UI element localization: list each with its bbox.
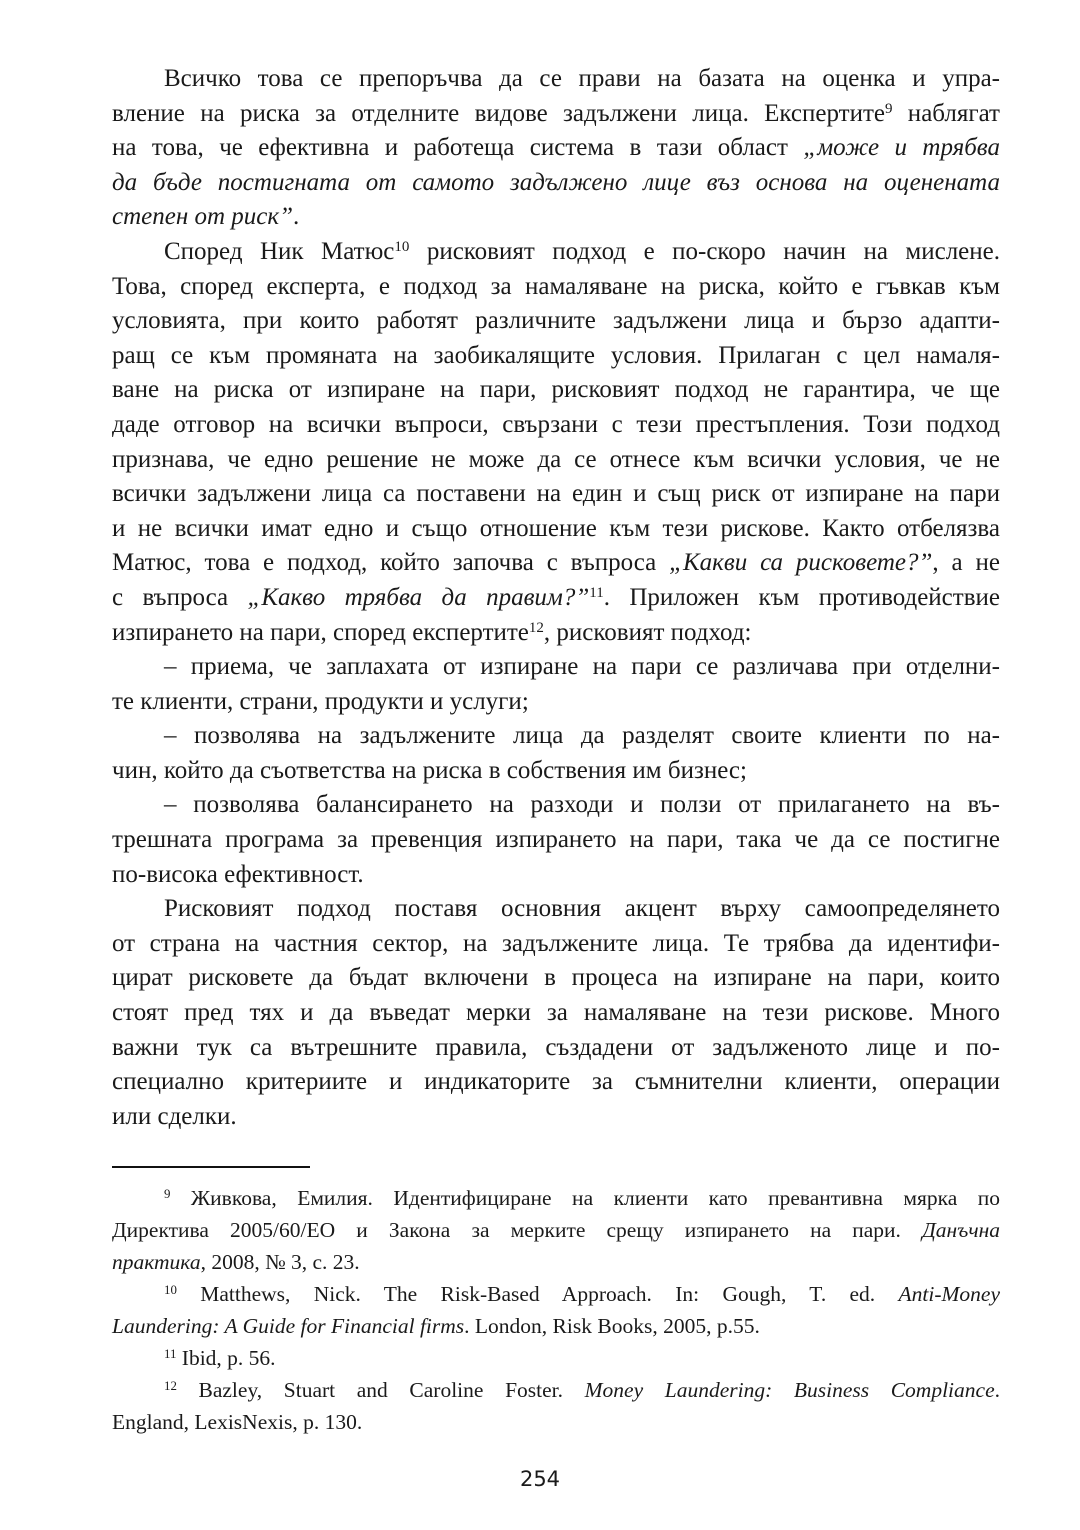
text-run: на това, че ефективна и работеща система в тази област — [112, 134, 804, 162]
text-line — [112, 62, 1000, 97]
paragraph — [112, 892, 1000, 1134]
text-line — [112, 1342, 1000, 1374]
text-line — [112, 166, 1000, 201]
paragraph — [112, 62, 1000, 235]
text-run: от страна на частния сектор, на задължените лица. Те трябва да идентифи- — [112, 929, 1000, 957]
text-line — [112, 131, 1000, 166]
italic-text: практика — [112, 1250, 201, 1274]
text-run: Bazley, Stuart and Caroline Foster. — [176, 1378, 585, 1402]
text-run: или сделки. — [112, 1102, 237, 1130]
text-run: всички задължени лица са поставени на един и същ риск от изпиране на пари — [112, 480, 1000, 508]
text-line — [112, 754, 1000, 789]
text-line — [112, 1214, 1000, 1246]
text-run: специално критериите и индикаторите за съмнителни клиенти, операции — [112, 1068, 1000, 1096]
paragraph — [112, 788, 1000, 892]
text-run: . — [994, 1378, 1000, 1402]
text-run: признава, че едно решение не може да се отнесе към всички условия, че не — [112, 445, 1000, 473]
text-run: , 2008, № 3, с. 23. — [200, 1250, 360, 1274]
footnote-ref: 11 — [589, 584, 604, 601]
footnote-ref: 10 — [164, 1282, 177, 1297]
text-run: . Приложен към противодействие — [603, 583, 1000, 611]
text-line — [112, 1406, 1000, 1438]
text-line — [112, 200, 1000, 235]
footnote — [112, 1374, 1000, 1438]
paragraph — [112, 235, 1000, 650]
text-line — [112, 996, 1000, 1031]
text-run: по-висока ефективност. — [112, 860, 364, 888]
paragraph — [112, 719, 1000, 788]
text-line — [112, 339, 1000, 374]
text-run: чин, който да съответства на риска в собствения им бизнес; — [112, 756, 747, 784]
text-run: Според Ник Матюс — [164, 237, 395, 265]
text-line — [112, 823, 1000, 858]
text-line — [112, 443, 1000, 478]
text-run: и не всички имат едно и също отношение към тези рискове. Както отбелязва — [112, 514, 1000, 542]
text-line — [112, 961, 1000, 996]
text-line — [112, 1182, 1000, 1214]
text-run: даде отговор на всички въпроси, свързани с тези престъпления. Този подход — [112, 410, 1000, 438]
text-line — [112, 1065, 1000, 1100]
text-line — [112, 235, 1000, 270]
footnote-separator — [112, 1166, 310, 1168]
text-line — [112, 1278, 1000, 1310]
text-line — [112, 927, 1000, 962]
footnote-ref: 9 — [885, 100, 893, 117]
text-line — [112, 1246, 1000, 1278]
text-run: изпирането на пари, според експертите — [112, 618, 529, 646]
text-line — [112, 581, 1000, 616]
text-run: трешната програма за превенция изпирането на пари, така че да се постигне — [112, 826, 1000, 854]
text-run: Живкова, Емилия. Идентифициране на клиенти като превантивна мярка по — [170, 1186, 1000, 1210]
italic-text: Данъчна — [922, 1218, 1000, 1242]
text-run: Матюс, това е подход, който започва с въпроса — [112, 549, 670, 577]
text-run: рисковият подход е по-скоро начин на мислене. — [409, 237, 1001, 265]
italic-text: степен от риск” — [112, 203, 293, 231]
text-line — [112, 1100, 1000, 1135]
body-text — [112, 62, 1000, 1134]
text-line — [112, 616, 1000, 651]
text-run: Директива 2005/60/ЕО и Закона за мерките срещу изпирането на пари. — [112, 1218, 923, 1242]
text-line — [112, 408, 1000, 443]
italic-text: да бъде постигната от самото задължено лице въз основа на оценената — [112, 168, 1000, 196]
text-run: Ibid, p. 56. — [176, 1346, 276, 1370]
page-number: 254 — [519, 1467, 561, 1491]
text-line — [112, 685, 1000, 720]
text-run: , рисковият подход: — [543, 618, 752, 646]
footnotes — [112, 1182, 1000, 1438]
footnote — [112, 1182, 1000, 1278]
text-line — [112, 1310, 1000, 1342]
text-run: важни тук са вътрешните правила, създадени от задълженото лице и по- — [112, 1033, 1000, 1061]
text-line — [112, 512, 1000, 547]
text-run: стоят пред тях и да въведат мерки за намаляване на тези рискове. Много — [112, 999, 1000, 1027]
text-line — [112, 546, 1000, 581]
text-run: England, LexisNexis, p. 130. — [112, 1410, 363, 1434]
text-run: Рисковият подход поставя основния акцент върху самоопределянето — [164, 895, 1000, 923]
italic-text: Laundering: A Guide for Financial firms — [112, 1314, 465, 1338]
text-line — [112, 270, 1000, 305]
text-line — [112, 97, 1000, 132]
text-run: – приема, че заплахата от изпиране на пари се различава при отделни- — [164, 653, 1000, 681]
footnote-ref: 10 — [394, 238, 410, 255]
text-line — [112, 788, 1000, 823]
text-line — [112, 304, 1000, 339]
text-run: цират рисковете да бъдат включени в процеса на изпиране на пари, които — [112, 964, 1000, 992]
text-line — [112, 373, 1000, 408]
text-run: те клиенти, страни, продукти и услуги; — [112, 687, 529, 715]
text-line — [112, 719, 1000, 754]
text-line — [112, 1031, 1000, 1066]
text-run: , а не — [932, 549, 1000, 577]
text-run: Всичко това се препоръчва да се прави на базата на оценка и упра- — [164, 65, 1000, 92]
text-run: с въпроса — [112, 583, 248, 611]
footnote-ref: 9 — [164, 1186, 171, 1201]
footnote — [112, 1342, 1000, 1374]
italic-text: Money Laundering: Business Compliance — [584, 1378, 995, 1402]
italic-text: Anti-Money — [898, 1282, 1000, 1306]
text-run: вление на риска за отделните видове задължени лица. Експертите — [112, 99, 885, 127]
text-line — [112, 477, 1000, 512]
text-run: Това, според експерта, е подход за намаляване на риска, който е гъвкав към — [112, 272, 1000, 300]
text-line — [112, 1374, 1000, 1406]
text-line — [112, 650, 1000, 685]
text-run: ване на риска от изпиране на пари, рисковият подход не гарантира, че ще — [112, 376, 1000, 404]
text-run: наблягат — [892, 99, 1000, 127]
text-run: ращ се към промяната на заобикалящите условия. Прилаган с цел намаля- — [112, 341, 1000, 369]
footnote-ref: 11 — [164, 1346, 177, 1361]
italic-text: „може и трябва — [803, 134, 1000, 162]
text-line — [112, 892, 1000, 927]
text-run: Matthews, Nick. The Risk-Based Approach. In: Gough, T. ed. — [176, 1282, 899, 1306]
italic-text: „Какво трябва да правим?” — [247, 583, 590, 611]
footnote — [112, 1278, 1000, 1342]
footnote-ref: 12 — [164, 1378, 177, 1393]
text-run: – позволява на задължените лица да разделят своите клиенти по на- — [164, 722, 1000, 750]
paragraph — [112, 650, 1000, 719]
footnote-ref: 12 — [528, 619, 544, 636]
text-line — [112, 858, 1000, 893]
text-run: . — [293, 203, 300, 231]
text-run: – позволява балансирането на разходи и ползи от прилагането на въ- — [164, 791, 1000, 819]
italic-text: „Какви са рисковете?” — [669, 549, 933, 577]
text-run: . London, Risk Books, 2005, p.55. — [464, 1314, 760, 1338]
text-run: условията, при които работят различните задължени лица и бързо адапти- — [112, 307, 1000, 335]
